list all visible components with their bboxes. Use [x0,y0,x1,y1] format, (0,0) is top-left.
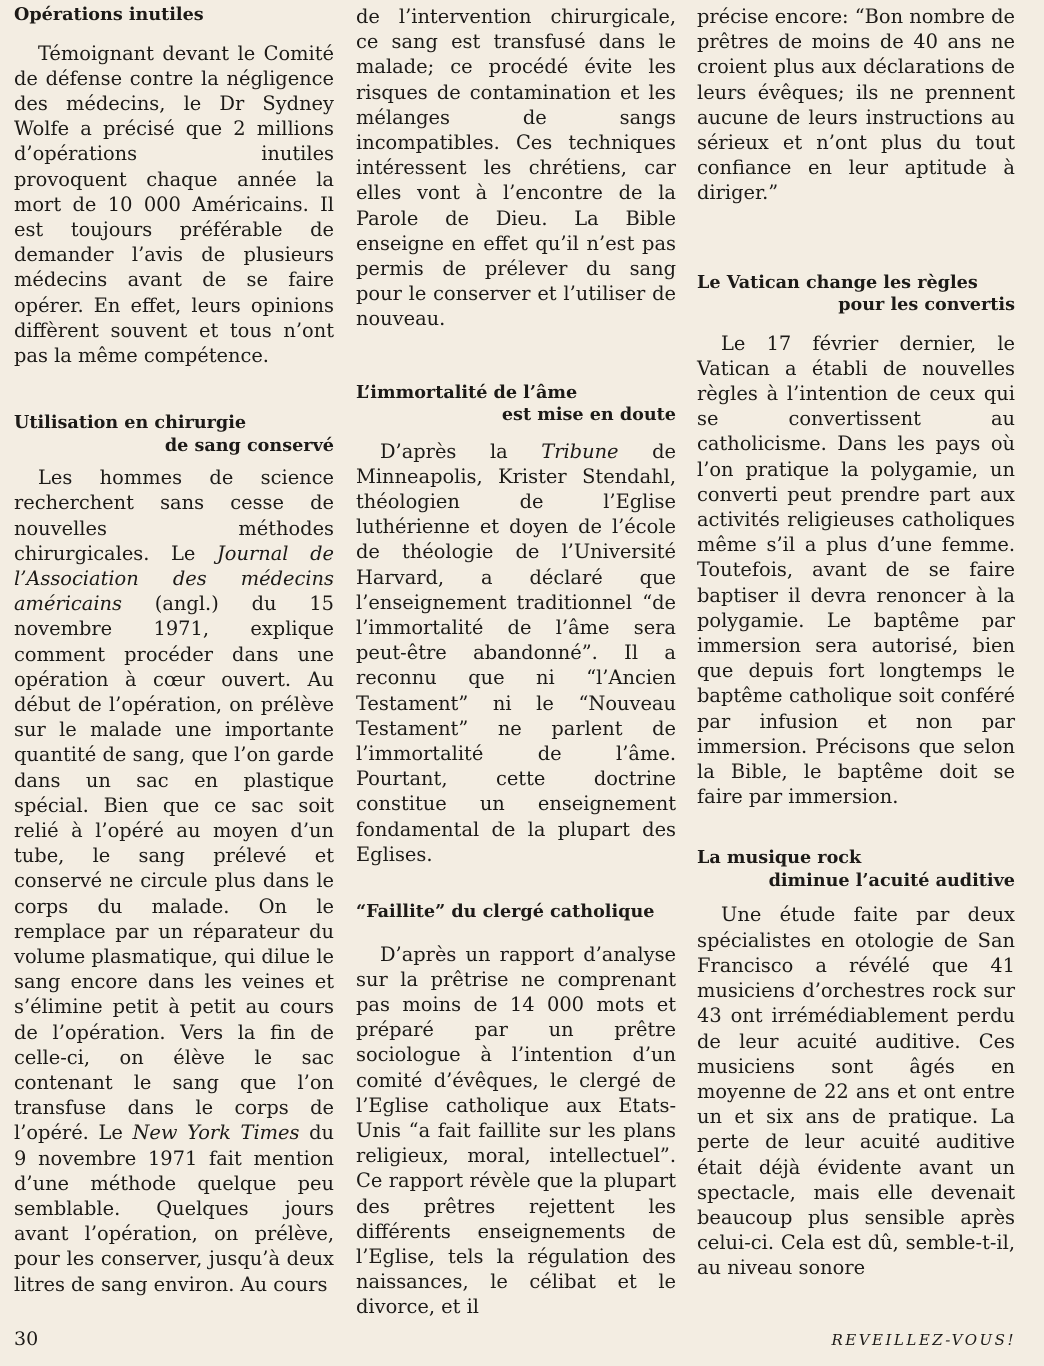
article-immortalite-text-a: D’après la [380,439,542,463]
article-vatican-body: Le 17 février dernier, le Vatican a établi de nouvelles règles à l’intention de ceux qui se convertissent au catholicisme. Dans les pays où l’on pratique la polygamie, un converti peut prendre part aux activités religieuses catholiques même s’il a plus d’une femme. Toutefois, avant de se faire baptiser il devra renoncer à la polygamie. Le baptême par immersion sera autorisé, bien que depuis fort longtemps le baptême catholique soit conféré par infusion et non par immersion. Précisons que selon la Bible, le baptême doit se faire par immersion. [697,331,1015,809]
heading-operations [14,4,334,27]
heading-rock-line1: La musique rock [697,847,862,869]
heading-faillite [356,901,676,924]
page-number: 30 [14,1328,39,1350]
article-sang-journal-title: Journal de l’Association des médecins américains [14,541,334,616]
magazine-title: REVEILLEZ-VOUS! [831,1331,1016,1349]
article-sang-text-a: Les hommes de science recherchent sans cesse de nouvelles méthodes chirurgicales. Le [14,466,334,565]
article-sang-text-c: du 9 novembre 1971 fait mention d’une méthode quelque peu semblable. Quelques jours avant l’opération, on prélève, pour les conserver, jusqu’à deux litres de sang environ. Au cours [14,1121,335,1296]
heading-faillite-text: “Faillite” du clergé catholique [356,901,655,923]
heading-sang-line1: Utilisation en chirurgie [14,412,247,434]
article-sang-continued: de l’intervention chirurgicale, ce sang est transfusé dans le malade; ce procédé évite les risques de contamination et les mélanges de sangs incompatibles. Ces techniques intéressent les chrétiens, car elles vont à l’encontre de la Parole de Dieu. La Bible enseigne en effet qu’il n’est pas permis de prélever du sang pour le conserver et l’utiliser de nouveau. [356,5,676,331]
heading-rock-line2: diminue l’acuité auditive [768,869,1015,891]
heading-immortalite-line2: est mise en doute [501,404,676,426]
article-sang-body [14,465,334,1297]
article-faillite-continued: précise encore: “Bon nombre de prêtres de moins de 40 ans ne croient plus aux déclarations de leurs évêques; ils ne prennent aucune de leurs instructions au sérieux et n’ont plus du tout confiance en leur aptitude à diriger.” [697,5,1015,205]
column-3 [697,4,1015,1281]
heading-operations-text: Opérations inutiles [14,4,204,25]
article-immortalite-body [356,439,676,867]
article-faillite-body: D’après un rapport d’analyse sur la prêtrise ne comprenant pas moins de 14 000 mots et préparé par un prêtre sociologue à l’intention d’un comité d’évêques, le clergé de l’Eglise catholique aux Etats-Unis “a fait faillite sur les plans religieux, moral, intellectuel”. Ce rapport révèle que la plupart des prêtres rejettent les différents enseignements de l’Eglise, tels la régulation des naissances, le célibat et le divorce, et il [356,942,676,1319]
column-1 [14,4,334,1297]
article-immortalite-text-b: de Minneapolis, Krister Stendahl, théologien de l’Eglise luthérienne et doyen de l’école de théologie de l’Université Harvard, a déclaré que l’enseignement traditionnel “de l’immortalité de l’âme sera peut-être abandonné”. Il a reconnu que ni “l’Ancien Testament” ni le “Nouveau Testament” ne parlent de l’immortalité de l’âme. Pourtant, cette doctrine constitue un enseignement fondamental de la plupart des Eglises. [356,439,676,866]
heading-sang-line2: de sang conservé [164,434,334,456]
article-rock-body: Une étude faite par deux spécialistes en otologie de San Francisco a révélé que 41 musiciens d’orchestres rock sur 43 ont irrémédiablement perdu de leur acuité auditive. Ces musiciens sont âgés en moyenne de 22 ans et ont entre un et six ans de pratique. La perte de leur acuité auditive était déjà évidente avant un spectacle, mais elle devenait beaucoup plus sensible après celui-ci. Cela est dû, semble-t-il, au niveau sonore [697,903,1015,1280]
column-2 [356,4,676,1320]
heading-rock [697,847,1015,892]
article-sang-nyt-title: New York Times [132,1121,300,1145]
heading-immortalite [356,382,676,427]
heading-vatican [697,272,1015,317]
article-immortalite-tribune: Tribune [541,439,619,463]
heading-immortalite-line1: L’immortalité de l’âme [356,381,578,403]
heading-sang [14,412,334,457]
article-sang-text-b: (angl.) du 15 novembre 1971, explique comment procéder dans une opération à cœur ouvert. Au début de l’opération, on prélève sur le malade une importante quantité de sang, que l’on garde dans un sac en plastique spécial. Bien que ce sac soit relié à l’opéré au moyen d’un tube, le sang prélevé et conservé ne circule plus dans le corps du malade. On le remplace par un réparateur du volume plasmatique, qui dilue le sang encore dans les veines et s’élimine petit à petit au cours de l’opération. Vers la fin de celle-ci, on élève le sac contenant le sang que l’on transfuse dans le corps de l’opéré. Le [14,592,335,1145]
article-operations-body: Témoignant devant le Comité de défense contre la négligence des médecins, le Dr Sydney Wolfe a précisé que 2 millions d’opérations inutiles provoquent chaque année la mort de 10 000 Américains. Il est toujours préférable de demander l’avis de plusieurs médecins avant de se faire opérer. En effet, leurs opinions diffèrent souvent et tous n’ont pas la même compétence. [14,41,334,367]
heading-vatican-line1: Le Vatican change les règles [697,271,978,293]
heading-vatican-line2: pour les convertis [838,294,1015,316]
